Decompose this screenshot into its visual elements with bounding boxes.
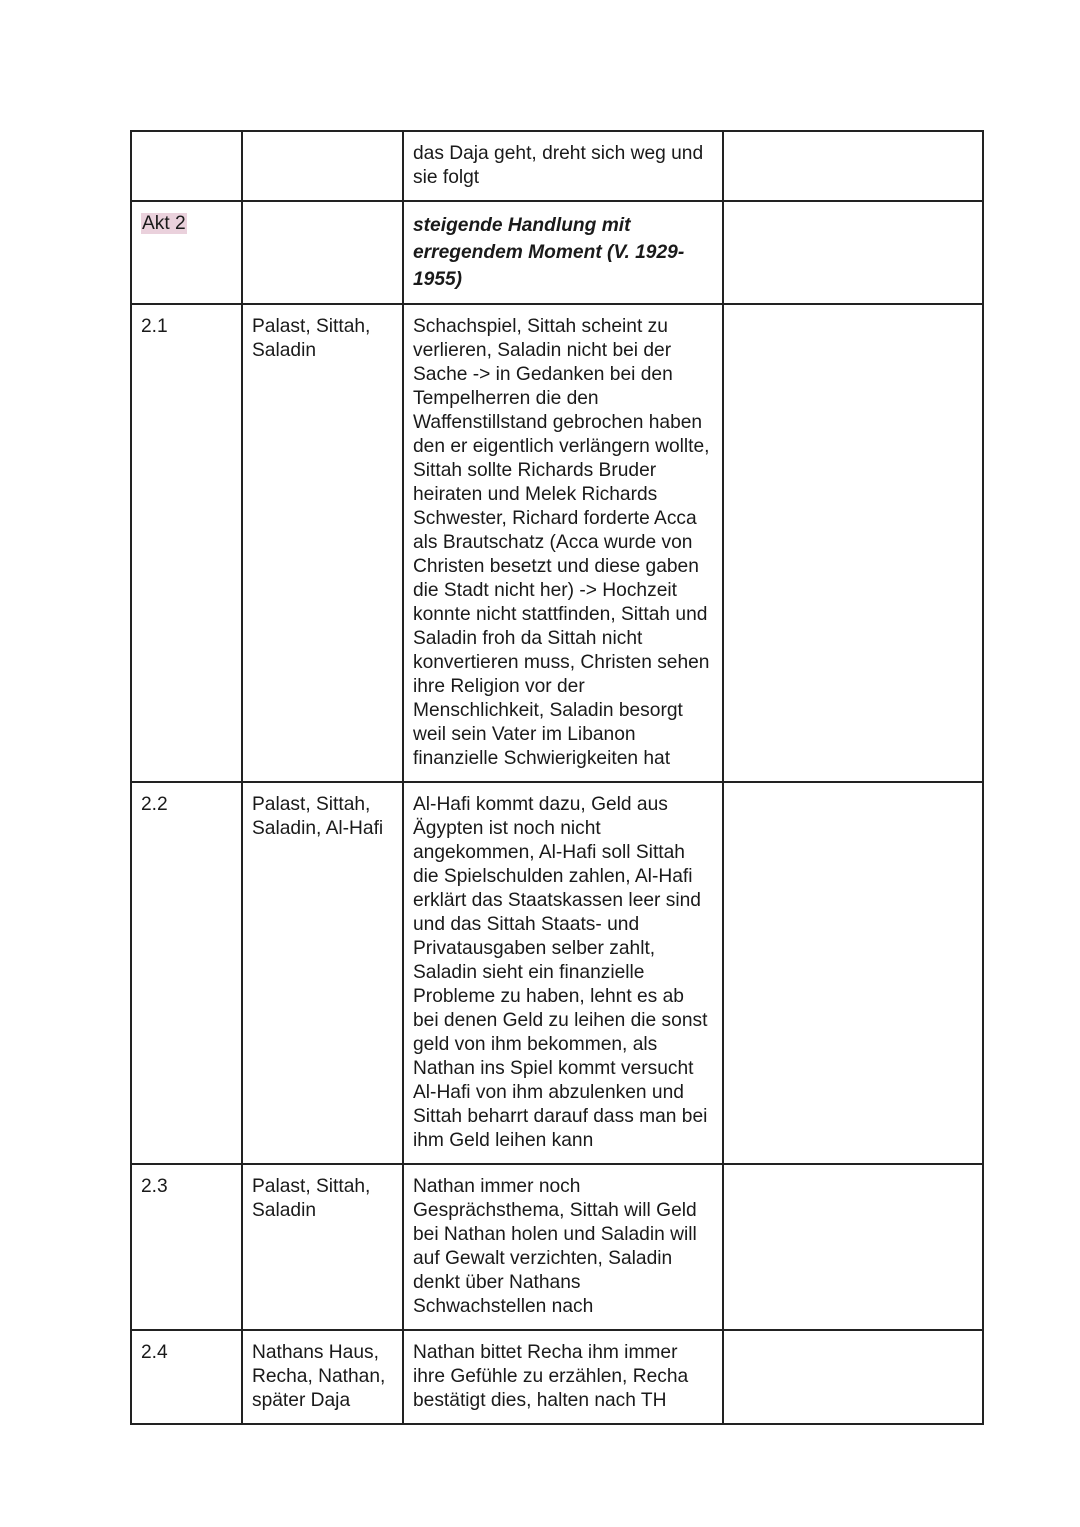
place-cell: Palast, Sittah, Saladin	[242, 1164, 403, 1330]
content-cell: Nathan bittet Recha ihm immer ihre Gefühle zu erzählen, Recha bestätigt dies, halten nach TH	[403, 1330, 723, 1424]
scene-cell: 2.2	[131, 782, 242, 1164]
scene-table	[130, 130, 984, 1425]
content-cell: das Daja geht, dreht sich weg und sie folgt	[403, 131, 723, 201]
notes-cell	[723, 201, 983, 304]
notes-cell	[723, 304, 983, 782]
scene-cell: 2.1	[131, 304, 242, 782]
table-row	[131, 304, 983, 782]
scene-cell	[131, 201, 242, 304]
notes-cell	[723, 782, 983, 1164]
table-row	[131, 1330, 983, 1424]
table-row	[131, 131, 983, 201]
content-cell: Al-Hafi kommt dazu, Geld aus Ägypten ist noch nicht angekommen, Al-Hafi soll Sittah die Spielschulden zahlen, Al-Hafi erklärt das Staatskassen leer sind und das Sittah Staats- und Privatausgaben selber zahlt, Saladin sieht ein finanzielle Probleme zu haben, lehnt es ab bei denen Geld zu leihen die sonst geld von ihm bekommen, als Nathan ins Spiel kommt versucht Al-Hafi von ihm abzulenken und Sittah beharrt darauf dass man bei ihm Geld leihen kann	[403, 782, 723, 1164]
scene-cell: 2.3	[131, 1164, 242, 1330]
act-description: steigende Handlung mit erregendem Moment (V. 1929-1955)	[413, 215, 685, 290]
table-row	[131, 1164, 983, 1330]
notes-cell	[723, 1330, 983, 1424]
content-cell	[403, 201, 723, 304]
content-cell: Nathan immer noch Gesprächsthema, Sittah will Geld bei Nathan holen und Saladin will auf Gewalt verzichten, Saladin denkt über Nathans Schwachstellen nach	[403, 1164, 723, 1330]
place-cell	[242, 201, 403, 304]
place-cell: Palast, Sittah, Saladin, Al-Hafi	[242, 782, 403, 1164]
place-cell: Nathans Haus, Recha, Nathan, später Daja	[242, 1330, 403, 1424]
scene-cell: 2.4	[131, 1330, 242, 1424]
table-row	[131, 201, 983, 304]
content-cell: Schachspiel, Sittah scheint zu verlieren, Saladin nicht bei der Sache -> in Gedanken bei den Tempelherren die den Waffenstillstand gebrochen haben den er eigentlich verlängern wollte, Sittah sollte Richards Bruder heiraten und Melek Richards Schwester, Richard forderte Acca als Brautschatz (Acca wurde von Christen besetzt und diese gaben die Stadt nicht her) -> Hochzeit konnte nicht stattfinden, Sittah und Saladin froh da Sittah nicht konvertieren muss, Christen sehen ihre Religion vor der Menschlichkeit, Saladin besorgt weil sein Vater im Libanon finanzielle Schwierigkeiten hat	[403, 304, 723, 782]
notes-cell	[723, 1164, 983, 1330]
act-label-highlighted: Akt 2	[142, 213, 186, 234]
scene-cell	[131, 131, 242, 201]
notes-cell	[723, 131, 983, 201]
place-cell: Palast, Sittah, Saladin	[242, 304, 403, 782]
place-cell	[242, 131, 403, 201]
table-row	[131, 782, 983, 1164]
